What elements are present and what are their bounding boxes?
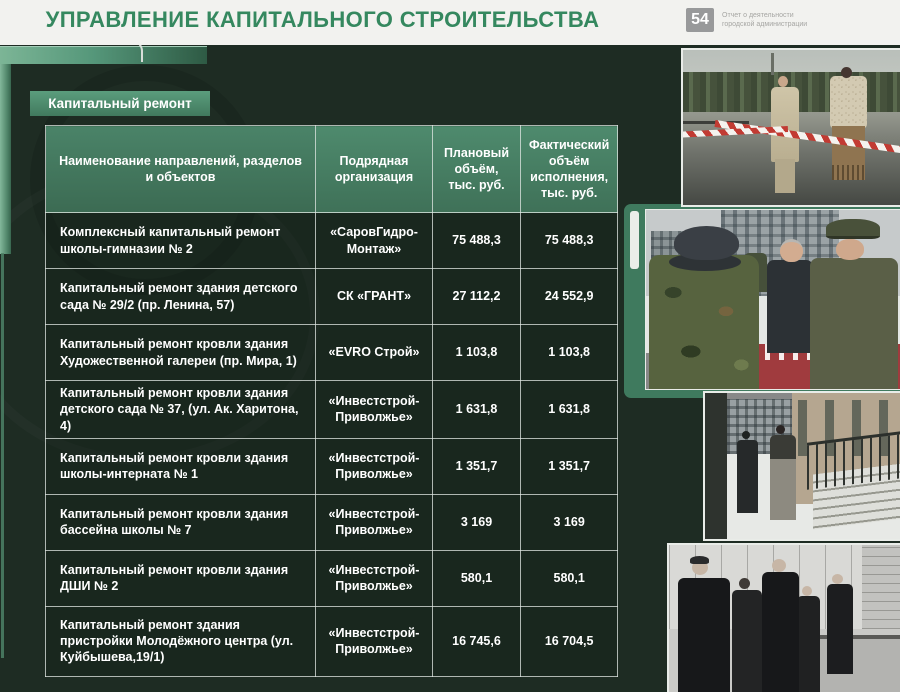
cell-plan: 16 745,6 [433,606,521,676]
table-row [46,550,618,606]
cell-contractor: «Инвестстрой-Приволжье» [316,381,433,439]
cell-contractor: СК «ГРАНТ» [316,269,433,325]
visitor-silhouette [797,596,820,692]
woman-blouse [830,76,867,129]
officer-cap [826,219,880,239]
photo-frame-tab [630,211,639,269]
cell-contractor: «Инвестстрой-Приволжье» [316,494,433,550]
cell-name: Капитальный ремонт кровли здания Художественной галереи (пр. Мира, 1) [46,325,316,381]
cell-fact: 16 704,5 [521,606,618,676]
cell-contractor: «Инвестстрой-Приволжье» [316,606,433,676]
page-number-badge: 54 [686,8,714,32]
cell-fact: 3 169 [521,494,618,550]
cell-plan: 3 169 [433,494,521,550]
cell-name: Капитальный ремонт кровли здания школы-интерната № 1 [46,438,316,494]
visitor-silhouette [678,578,729,692]
capital-repair-table [45,125,618,677]
cell-contractor: «Инвестстрой-Приволжье» [316,438,433,494]
man-in-coat [737,440,759,513]
visitor-head [832,574,843,584]
visitor-silhouette [732,590,762,692]
cell-fact: 24 552,9 [521,269,618,325]
man-in-suit [771,87,799,161]
folder-tab-outline [0,45,143,62]
soldier-camouflage [649,255,760,389]
top-band [0,0,900,45]
table-row [46,494,618,550]
cell-name: Капитальный ремонт кровли здания бассейна школы № 7 [46,494,316,550]
dark-edge [705,393,727,539]
visitor-silhouette [762,572,799,692]
cell-contractor: «EVRO Строй» [316,325,433,381]
cell-name: Комплексный капитальный ремонт школы-гимназии № 2 [46,213,316,269]
cell-fact: 75 488,3 [521,213,618,269]
coat-collar [770,435,796,458]
visitor-silhouette [827,584,853,674]
civilian-man [767,260,813,353]
column-header-plan: Плановый объём, тыс. руб. [433,126,521,213]
skirt-fringe [832,165,865,181]
officer-face [836,239,864,260]
report-note [722,11,807,29]
cell-name: Капитальный ремонт здания детского сада № 29/2 (пр. Ленина, 57) [46,269,316,325]
pool-construction-tour-photo [667,543,900,692]
ribbon-cutting-ceremony-photo [681,48,900,207]
column-header-name: Наименование направлений, разделов и объектов [46,126,316,213]
cell-name: Капитальный ремонт кровли здания ДШИ № 2 [46,550,316,606]
cell-plan: 1 351,7 [433,438,521,494]
cell-plan: 1 631,8 [433,381,521,439]
report-note-line1: Отчет о деятельности [722,12,794,19]
cell-fact: 580,1 [521,550,618,606]
officer-coat [810,258,897,389]
man-head [776,425,785,434]
cell-contractor: «Инвестстрой-Приволжье» [316,550,433,606]
power-pylon [771,53,774,75]
side-wall [862,545,900,638]
page-title: УПРАВЛЕНИЕ КАПИТАЛЬНОГО СТРОИТЕЛЬСТВА [45,7,600,32]
report-note-line2: городской администрации [722,21,808,28]
column-header-contractor: Подрядная организация [316,126,433,213]
cell-name: Капитальный ремонт здания пристройки Молодёжного центра (ул. Куйбышева,19/1) [46,606,316,676]
cell-plan: 580,1 [433,550,521,606]
table-row [46,325,618,381]
table-header-row [46,126,618,213]
cell-fact: 1 103,8 [521,325,618,381]
content-panel [0,45,900,692]
man-legs [775,159,795,193]
winter-building-inspection-photo [703,391,900,541]
soldier-fur-hat [674,226,738,260]
cell-plan: 27 112,2 [433,269,521,325]
woman-head [841,67,852,78]
visitor-head [802,586,812,596]
cell-fact: 1 631,8 [521,381,618,439]
section-badge: Капитальный ремонт [30,91,210,116]
cell-name: Капитальный ремонт кровли здания детского сада № 37, (ул. Ак. Харитона, 4) [46,381,316,439]
visitor-head [772,559,786,572]
cell-plan: 75 488,3 [433,213,521,269]
left-accent-line [1,253,4,658]
table-row [46,269,618,325]
military-handover-table-photo [645,209,900,390]
flat-cap [690,556,709,564]
visitor-head [739,578,750,589]
table-row [46,213,618,269]
column-header-fact: Фактический объём исполнения, тыс. руб. [521,126,618,213]
cell-fact: 1 351,7 [521,438,618,494]
left-accent-bar [0,64,11,254]
table-row [46,381,618,439]
cell-plan: 1 103,8 [433,325,521,381]
cell-contractor: «СаровГидро-Монтаж» [316,213,433,269]
civilian-head [780,239,803,262]
table-row [46,606,618,676]
table-row [46,438,618,494]
